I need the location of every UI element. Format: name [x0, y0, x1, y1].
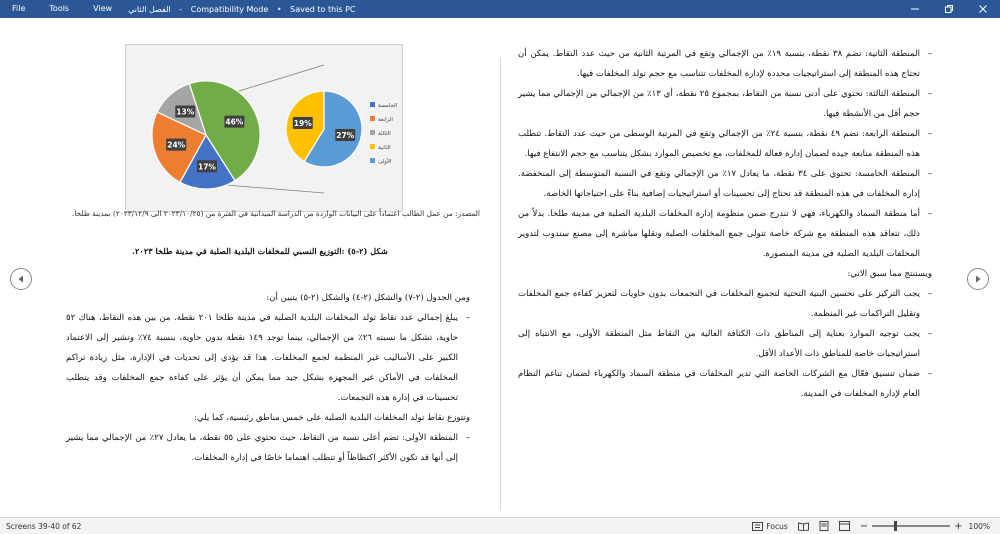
- next-screen-button[interactable]: [967, 268, 989, 290]
- legend-swatch-4: [370, 158, 375, 163]
- right-paragraph-conclusion-2: – يجب توجيه الموارد بعناية إلى المناطق ذات الكثافة العالية من النقاط مثل المنطقة الأولى، مع الانتباه إلى استراتيجيات خاصة للمناطق ذات الأعداد الأقل.: [518, 324, 932, 364]
- right-paragraph-zone-five: – المنطقة الخامسة: تحتوي على ٣٤ نقطة، ما يعادل ١٧٪ من الإجمالي وتقع في النسبة المتوسطة إلى المنخفضة. إدارة المخلفات في هذه المنطقة قد تحتاج إلى تحسينات أو استراتيجيات إضافية بناءً على احتياجاتها الخاصة.: [518, 164, 932, 204]
- zoom-control: [860, 521, 990, 532]
- minimize-icon: [910, 4, 920, 14]
- figure-title: شكل (٢-٥) :التوزيع النسبي للمخلفات البلدية الصلبة في مدينة طلخا ٢٠٢٣.: [132, 246, 388, 256]
- screen-counter: Screens 39-40 of 62: [6, 521, 82, 531]
- restore-icon: [944, 4, 954, 14]
- legend-label-0: الخامسة: [378, 103, 398, 109]
- zoom-slider-thumb[interactable]: [894, 521, 897, 531]
- close-button[interactable]: [966, 0, 1000, 18]
- right-paragraph-zone-four: – المنطقة الرابعة: تضم ٤٩ نقطة، بنسبة ٢٤٪ من الإجمالي وتقع في المرتبة الوسطى من حيث عدد النقاط. تتطلب هذه المنطقة متابعة جيدة لضمان إدارة فعالة للمخلفات، مع تخصيص الموارد بشكل يتناسب مع حجم الانتفاع فيها.: [518, 124, 932, 164]
- right-column: [518, 44, 932, 404]
- figure-source: المصدر: من عمل الطالب اعتماداً على البيانات الواردة من الدراسة الميدانية في الفترة من (٢٠٢٣/١٠/٢٥ الى ٢٠٢٣/١٢/٩) بمدينة طلخا.: [72, 209, 480, 218]
- legend-swatch-0: [370, 102, 375, 107]
- right-paragraph-conclusion-intro: ويستنتج مما سبق الاتي:: [847, 269, 932, 279]
- reading-view: [0, 18, 1000, 517]
- minimize-button[interactable]: [898, 0, 932, 18]
- menu-tools[interactable]: Tools: [49, 4, 70, 13]
- left-column: [66, 288, 470, 468]
- page-divider: [500, 58, 501, 510]
- sub-pie-label-0: 27%: [336, 130, 355, 140]
- menu-bar: [0, 0, 124, 18]
- document-name: الفصل الثاني: [128, 4, 171, 14]
- menu-view[interactable]: View: [93, 4, 113, 13]
- chevron-right-icon: [973, 274, 983, 284]
- read-mode-button[interactable]: [798, 522, 809, 531]
- pie-of-pie-chart: [126, 45, 404, 213]
- web-layout-button[interactable]: [839, 521, 850, 531]
- left-paragraph-total-points: – يبلغ إجمالي عدد نقاط تولد المخلفات البلدية الصلبة في مدينة طلخا ٢٠١ نقطة. من بين هذه النقاط، هناك ٥٢ حاوية، تشكل ما نسبته ٢٦٪ من الإجمالي، بينما توجد ١٤٩ نقطة بدون حاوية، بنسبة ٧٤٪ وتشير إلى الاعتماد الكبير على الأساليب غير المنظمة لجمع المخلفات. هذا قد يؤدي إلى تحديات في الإدارة، مثل زيادة تراكم المخلفات في الأماكن غير المجهزة بشكل جيد مما يمكن أن يؤثر على كفاءة جمع المخلفات وقد يتطلب تحسينات في إدارة هذه التجمعات.: [66, 308, 470, 408]
- restore-button[interactable]: [932, 0, 966, 18]
- compatibility-mode-label: Compatibility Mode: [190, 4, 269, 14]
- menu-file[interactable]: File: [12, 4, 26, 13]
- main-pie-label-1: 17%: [198, 162, 216, 172]
- read-mode-icon: [798, 522, 809, 531]
- left-paragraph-distribution: وتتوزع نقاط تولد المخلفات البلدية الصلبة على خمس مناطق رئيسية، كما يلي:: [194, 413, 470, 423]
- previous-screen-button[interactable]: [10, 268, 32, 290]
- web-layout-icon: [839, 521, 850, 531]
- print-layout-button[interactable]: [819, 521, 829, 531]
- title-dot: •: [276, 4, 282, 14]
- legend-label-3: الثانية: [378, 145, 391, 151]
- zoom-slider[interactable]: [872, 525, 950, 527]
- zoom-in-button[interactable]: +: [954, 520, 963, 532]
- main-pie-label-0: 46%: [225, 117, 244, 127]
- connector-line-top: [226, 65, 324, 95]
- legend-label-2: الثالثة: [378, 131, 391, 137]
- legend-label-1: الرابعة: [378, 117, 393, 123]
- status-bar: [0, 517, 1000, 534]
- right-paragraph-conclusion-3: – ضمان تنسيق فعّال مع الشركات الخاصة التي تدير المخلفات في منطقة السماد والكهرباء لضمان تناغم النظام العام لإدارة المخلفات في المدينة.: [518, 364, 932, 404]
- legend-swatch-1: [370, 116, 375, 121]
- pie-chart-figure: [125, 44, 403, 212]
- legend-swatch-3: [370, 144, 375, 149]
- close-icon: [978, 4, 988, 14]
- main-pie-label-3: 13%: [176, 107, 195, 117]
- print-layout-icon: [819, 521, 829, 531]
- legend-swatch-2: [370, 130, 375, 135]
- right-paragraph-conclusion-1: – يجب التركيز على تحسين البنية التحتية لتجميع المخلفات في التجمعات بدون حاويات لتعزيز كفاءة جمع المخلفات وتقليل التراكمات غير المنظمة.: [518, 284, 932, 324]
- sub-pie-label-1: 19%: [293, 119, 312, 129]
- focus-button[interactable]: [752, 522, 787, 531]
- legend-label-4: الأولى: [378, 159, 392, 165]
- focus-icon: [752, 522, 763, 531]
- right-paragraph-zone-three: – المنطقة الثالثة: تحتوي على أدنى نسبة من النقاط، بمجموع ٢٥ نقطة، أي ١٣٪ من الإجمالي من الإجمالي مما يشير حجم أقل من الأنشطة فيها.: [518, 84, 932, 124]
- title-bar: [0, 0, 1000, 18]
- left-paragraph-zone-one: – المنطقة الأولى: تضم أعلى نسبة من النقاط، حيث تحتوي على ٥٥ نقطة، ما يعادل ٢٧٪ من الإجمالي مما يشير إلى أنها قد تكون الأكثر اكتظاظاً أو تتطلب اهتماما خاصًا في إدارة المخلفات.: [66, 428, 470, 468]
- window-controls: [898, 0, 1000, 18]
- status-right: [752, 518, 1000, 534]
- save-status: Saved to this PC: [290, 4, 356, 14]
- chevron-left-icon: [16, 274, 26, 284]
- left-paragraph-intro: ومن الجدول (٢-٧) والشكل (٢-٤) والشكل (٢-٥) يتبين أن:: [266, 293, 470, 303]
- zoom-level[interactable]: 100%: [968, 521, 990, 531]
- right-paragraph-fertilizer-zone: – أما منطقة السماد والكهرباء، فهي لا تندرج ضمن منظومة إدارة المخلفات البلدية الصلبة في مدينة طلخا. بدلاً من ذلك، تتعاقد هذه المنطقة مع شركة خاصة تتولى جمع المخلفات الصلبة ونقلها مباشرة إلى مصنع سندوب لتدوير المخلفات البلدية الصلبة في مدينة المنصورة.: [518, 204, 932, 264]
- zoom-out-button[interactable]: −: [859, 520, 869, 532]
- document-title: [128, 5, 355, 14]
- right-paragraph-zone-two: – المنطقة الثانية: تضم ٣٨ نقطة، بنسبة ١٩٪ من الإجمالي وتقع في المرتبة الثانية من حيث عدد النقاط. يمكن أن تحتاج هذه المنطقة إلى استراتيجيات محددة لإدارة المخلفات تتناسب مع حجم تولد المخلفات فيها.: [518, 44, 932, 84]
- focus-label: Focus: [766, 521, 788, 531]
- connector-line-bottom: [226, 185, 324, 193]
- main-pie-label-2: 24%: [167, 140, 186, 150]
- title-separator: -: [179, 4, 183, 14]
